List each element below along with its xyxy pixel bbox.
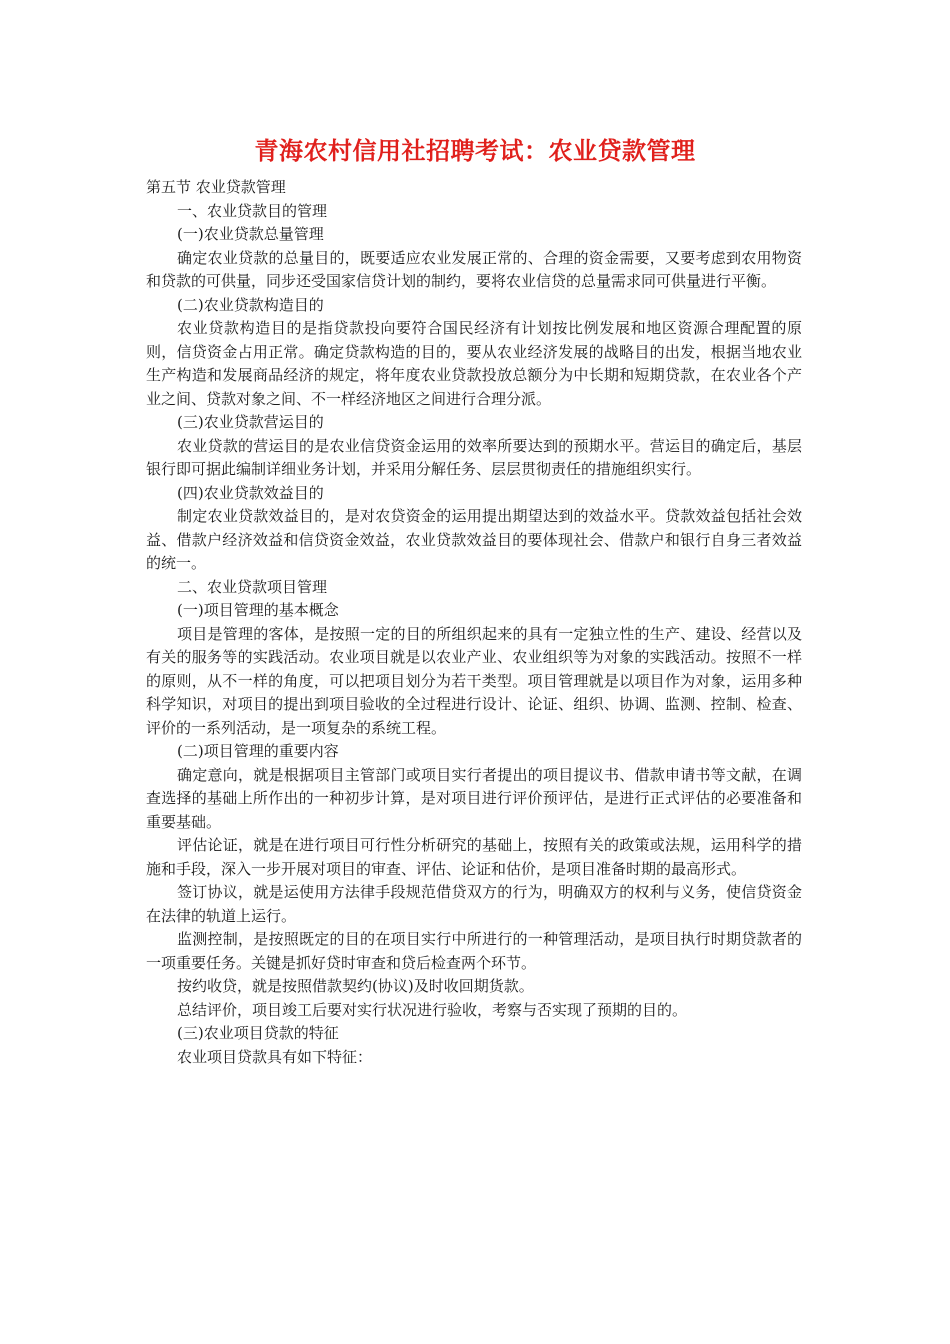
paragraph: 确定意向，就是根据项目主管部门或项目实行者提出的项目提议书、借款申请书等文献，在调查选择的基础上所作出的一种初步计算，是对项目进行评价预评估，是进行正式评估的必要准备和重要基础。 <box>146 765 802 831</box>
paragraph: 农业贷款构造目的是指贷款投向要符合国民经济有计划按比例发展和地区资源合理配置的原则，信贷资金占用正常。确定贷款构造的目的，要从农业经济发展的战略目的出发，根据当地农业生产构造和发展商品经济的规定，将年度农业贷款投放总额分为中长期和短期贷款，在农业各个产业之间、贷款对象之间、不一样经济地区之间进行合理分派。 <box>146 319 802 408</box>
heading-2: 二、农业贷款项目管理 <box>177 577 328 596</box>
subheading: (三)农业贷款营运目的 <box>177 413 324 431</box>
document-title: 青海农村信用社招聘考试：农业贷款管理 <box>254 137 696 165</box>
subheading: (一)项目管理的基本概念 <box>177 601 339 619</box>
document-body <box>146 176 802 1069</box>
paragraph: 按约收贷，就是按照借款契约(协议)及时收回期货款。 <box>177 977 534 995</box>
paragraph: 签订协议，就是运使用方法律手段规范借贷双方的行为，明确双方的权利与义务，使信贷资金在法律的轨道上运行。 <box>146 883 802 925</box>
paragraph: 农业项目贷款具有如下特征： <box>177 1047 373 1066</box>
subheading: (一)农业贷款总量管理 <box>177 225 324 243</box>
paragraph: 确定农业贷款的总量目的，既要适应农业发展正常的、合理的资金需要，又要考虑到农用物资和贷款的可供量，同步还受国家信贷计划的制约，要将农业信贷的总量需求同可供量进行平衡。 <box>146 248 802 290</box>
subheading: (二)项目管理的重要内容 <box>177 742 339 760</box>
paragraph: 评估论证，就是在进行项目可行性分析研究的基础上，按照有关的政策或法规，运用科学的措施和手段，深入一步开展对项目的审查、评估、论证和估价，是项目准备时期的最高形式。 <box>146 836 802 878</box>
heading-1: 一、农业贷款目的管理 <box>177 201 328 220</box>
paragraph: 项目是管理的客体，是按照一定的目的所组织起来的具有一定独立性的生产、建设、经营以及有关的服务等的实践活动。农业项目就是以农业产业、农业组织等为对象的实践活动。按照不一样的原则，从不一样的角度，可以把项目划分为若干类型。项目管理就是以项目作为对象，运用多种科学知识，对项目的提出到项目验收的全过程进行设计、论证、组织、协调、监测、控制、检查、评价的一系列活动，是一项复杂的系统工程。 <box>146 624 802 737</box>
paragraph: 农业贷款的营运目的是农业信贷资金运用的效率所要达到的预期水平。营运目的确定后，基层银行即可据此编制详细业务计划，并采用分解任务、层层贯彻责任的措施组织实行。 <box>146 436 802 478</box>
subheading: (二)农业贷款构造目的 <box>177 295 324 314</box>
section-heading: 第五节 农业贷款管理 <box>146 178 286 196</box>
paragraph: 监测控制，是按照既定的目的在项目实行中所进行的一种管理活动，是项目执行时期贷款者的一项重要任务。关键是抓好贷时审查和贷后检查两个环节。 <box>146 930 802 972</box>
paragraph: 总结评价，项目竣工后要对实行状况进行验收，考察与否实现了预期的目的。 <box>177 1000 688 1019</box>
subheading: (三)农业项目贷款的特征 <box>177 1024 339 1042</box>
paragraph: 制定农业贷款效益目的，是对农贷资金的运用提出期望达到的效益水平。贷款效益包括社会效益、借款户经济效益和信贷资金效益，农业贷款效益目的要体现社会、借款户和银行自身三者效益的统一。 <box>146 507 802 572</box>
subheading: (四)农业贷款效益目的 <box>177 483 324 502</box>
